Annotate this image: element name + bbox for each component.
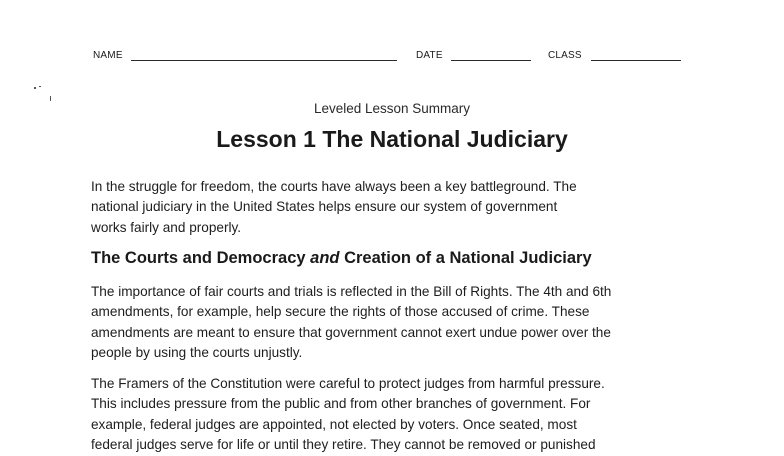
courts-line: amendments, for example, help secure the rights of those accused of crime. These xyxy=(91,304,590,320)
lesson-title: Lesson 1 The National Judiciary xyxy=(216,126,568,152)
framers-line: federal judges serve for life or until they retire. They cannot be removed or punished xyxy=(91,437,596,453)
date-label: DATE xyxy=(416,50,443,61)
courts-line: The importance of fair courts and trials is reflected in the Bill of Rights. The 4th and 6th xyxy=(91,284,612,299)
student-info-line xyxy=(93,50,693,66)
section-heading-italic: and xyxy=(310,249,340,267)
framers-line: example, federal judges are appointed, not elected by voters. Once seated, most xyxy=(91,416,577,432)
intro-line: national judiciary in the United States helps ensure our system of government xyxy=(91,199,558,215)
class-field[interactable] xyxy=(591,60,681,61)
name-field[interactable] xyxy=(131,60,397,61)
intro-line: works fairly and properly. xyxy=(91,219,242,235)
framers-paragraph xyxy=(91,374,691,456)
framers-line: The Framers of the Constitution were careful to protect judges from harmful pressure. xyxy=(91,376,605,391)
framers-line: This includes pressure from the public and from other branches of government. For xyxy=(91,396,591,412)
section-heading-part: Creation of a National Judiciary xyxy=(339,249,592,267)
section-heading-part: The Courts and Democracy xyxy=(91,249,311,267)
intro-paragraph xyxy=(91,177,691,238)
section-heading xyxy=(91,249,711,268)
scan-speck xyxy=(34,87,36,89)
courts-line: people by using the courts unjustly. xyxy=(91,345,303,361)
intro-line: In the struggle for freedom, the courts have always been a key battleground. The xyxy=(91,179,577,194)
date-field[interactable] xyxy=(451,60,531,61)
name-label: NAME xyxy=(93,50,123,61)
courts-line: amendments are meant to ensure that government cannot exert undue power over the xyxy=(91,324,611,340)
lesson-subtitle: Leveled Lesson Summary xyxy=(313,101,471,116)
scan-speck xyxy=(39,86,41,87)
courts-paragraph xyxy=(91,282,691,364)
class-label: CLASS xyxy=(548,50,582,61)
